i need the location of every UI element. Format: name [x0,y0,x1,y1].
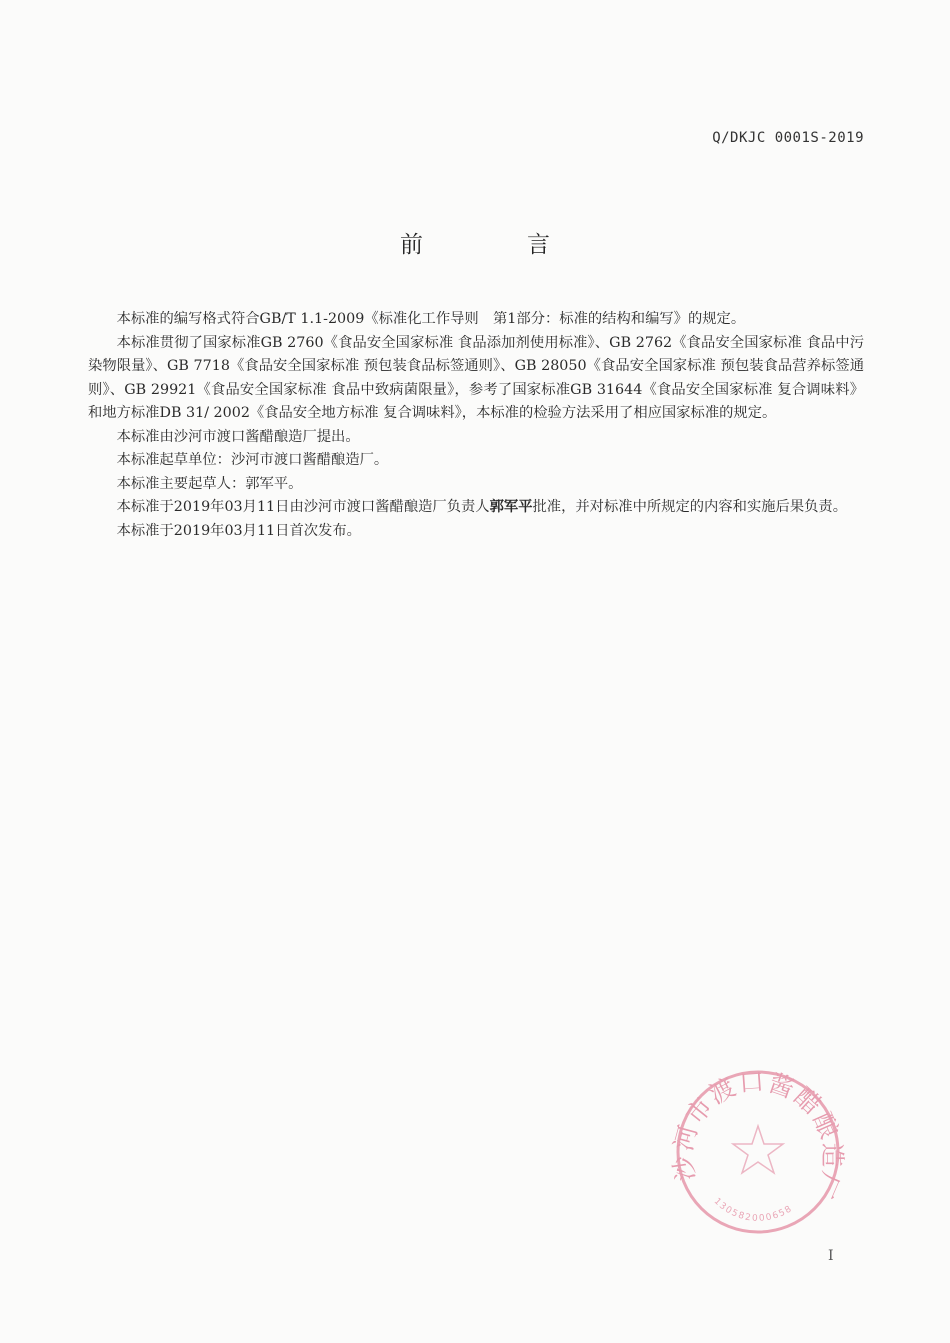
page-title [0,226,950,259]
approval-text-before: 本标准于2019年03月11日由沙河市渡口酱醋酿造厂负责人 [116,499,490,515]
paragraph-drafting-unit: 本标准起草单位：沙河市渡口酱醋酿造厂。 [116,452,389,468]
seal-code: 130582000658 [711,1196,795,1224]
paragraph-release: 本标准于2019年03月11日首次发布。 [116,522,361,539]
company-seal-icon [668,1064,848,1234]
title-char: 言 [527,232,550,258]
page-number: I [828,1248,834,1264]
svg-text:130582000658 [712,1196,795,1223]
title-char: 前 [400,232,423,258]
paragraph-format: 本标准的编写格式符合GB/T 1.1-2009《标准化工作导则 第1部分：标准的结构和编写》的规定。 [116,311,746,327]
approver-name: 郭军平 [489,499,533,515]
seal-ring-text: 沙河市渡口酱醋酿造厂 [668,1066,848,1204]
document-code: Q/DKJC 0001S-2019 [712,130,864,146]
paragraph-proposer: 本标准由沙河市渡口酱醋酿造厂提出。 [116,428,360,445]
approval-text-after: 批准，并对标准中所规定的内容和实施后果负责。 [532,499,848,515]
paragraph-approval [88,496,864,520]
paragraph-drafter: 本标准主要起草人：郭军平。 [116,475,303,492]
foreword-body [88,308,864,543]
paragraph-references: 本标准贯彻了国家标准GB 2760《食品安全国家标准 食品添加剂使用标准》、GB 2762《食品安全国家标准 食品中污染物限量》、GB 7718《食品安全国家标准 预包装食品标签通则》、GB 28050《食品安全国家标准 预包装食品营养标签通则》、GB 29921《食品安全国家标准 食品中致病菌限量》，参考了国家标准GB 31644《食品安全国家标准 复合调味料》和地方标准DB 31/ 2002《食品安全地方标准 复合调味料》，本标准的检验方法采用了相应国家标准的规定。 [88,334,864,421]
svg-text:沙河市渡口酱醋酿造厂 [668,1067,847,1204]
